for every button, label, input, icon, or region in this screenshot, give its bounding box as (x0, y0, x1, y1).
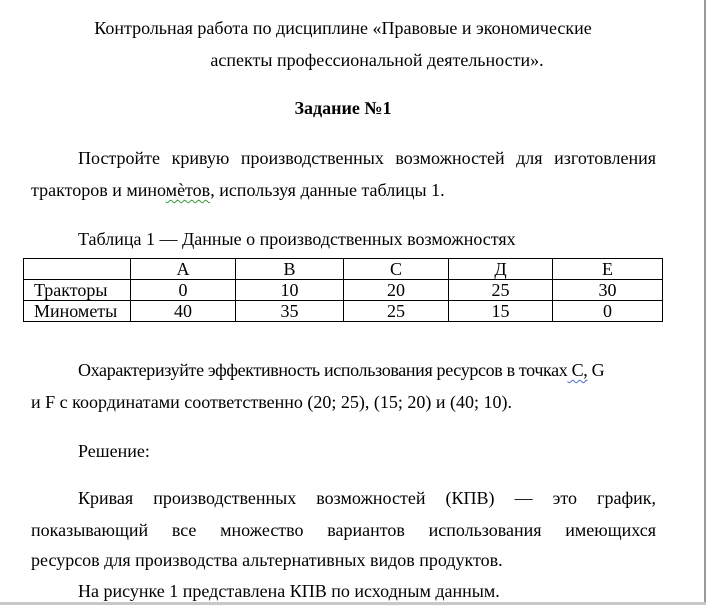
task-paragraph-line-1: Постройте кривую производственных возможностей для изготовления (78, 148, 656, 168)
table-header-cell: E (553, 259, 663, 280)
table-header-row (24, 259, 663, 280)
solution-line-4: На рисунке 1 представлена КПВ по исходным данным. (78, 581, 500, 601)
solution-line-1: Кривая производственных возможностей (КПВ) — это график, (78, 488, 656, 508)
table-header-cell: Д (449, 259, 553, 280)
table-cell: 30 (553, 280, 663, 301)
table-cell: 0 (553, 301, 663, 322)
table-cell: 25 (344, 301, 449, 322)
solution-heading: Решение: (78, 441, 150, 461)
table-caption: Таблица 1 — Данные о производственных возможностях (78, 229, 516, 249)
title-line-2: аспекты профессиональной деятельности». (210, 50, 544, 70)
production-possibilities-table (23, 258, 663, 322)
table-row-label: Минометы (24, 301, 131, 322)
question-line-1 (78, 359, 604, 381)
table-cell: 35 (236, 301, 344, 322)
task-text: , используя данные таблицы 1. (210, 180, 445, 200)
table-row (24, 280, 663, 301)
question-text: Охарактеризуйте эффективность использования ресурсов в точках (78, 360, 568, 380)
spellcheck-word: мѐтов (165, 180, 211, 200)
task-text: тракторов и мино (31, 180, 166, 200)
question-line-2: и F с координатами соответственно (20; 25), (15; 20) и (40; 10). (31, 392, 512, 412)
spellcheck-word: С, (567, 360, 588, 380)
solution-line-3: ресурсов для производства альтернативных видов продуктов. (31, 550, 503, 570)
table-cell: 0 (131, 280, 236, 301)
table-cell: 15 (449, 301, 553, 322)
task-paragraph-line-2 (31, 179, 445, 201)
table-header-cell: A (131, 259, 236, 280)
table-row (24, 301, 663, 322)
table-cell: 40 (131, 301, 236, 322)
task-heading: Задание №1 (294, 98, 392, 118)
table-row-label: Тракторы (24, 280, 131, 301)
table-header-cell (24, 259, 131, 280)
solution-line-2: показывающий все множество вариантов использования имеющихся (31, 520, 656, 540)
table-cell: 25 (449, 280, 553, 301)
table-cell: 20 (344, 280, 449, 301)
title-line-1: Контрольная работа по дисциплине «Правовые и экономические (94, 18, 592, 38)
table-header-cell: C (344, 259, 449, 280)
table-cell: 10 (236, 280, 344, 301)
question-text: G (587, 360, 605, 380)
table-header-cell: B (236, 259, 344, 280)
